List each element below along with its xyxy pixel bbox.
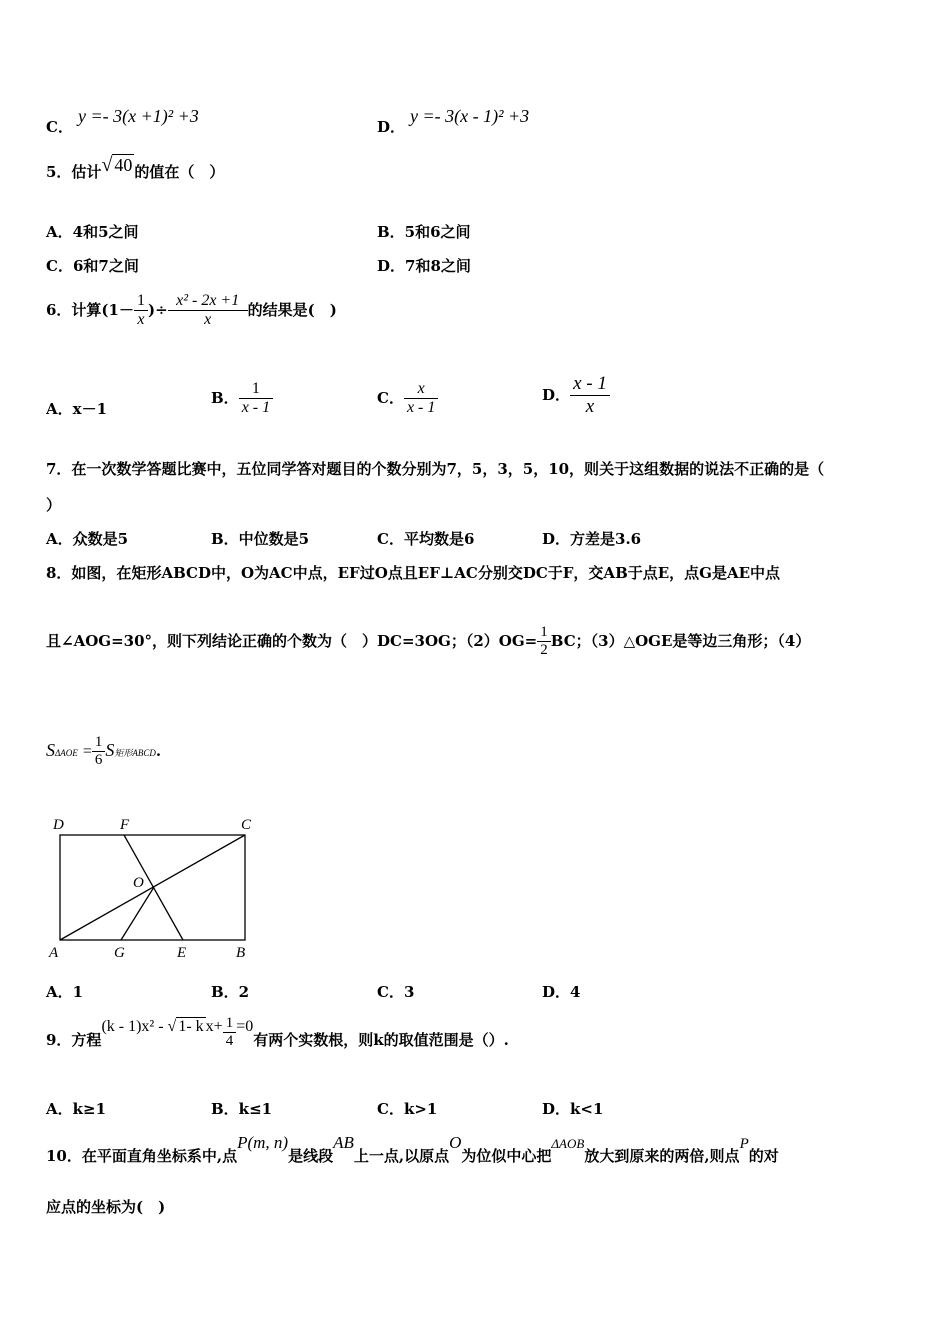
q9-frac-num: 1 <box>225 1015 234 1031</box>
q8-line2-frac-den: 2 <box>537 641 551 659</box>
q5-option-c: C．6和7之间 <box>46 257 139 275</box>
label-a: A <box>49 945 59 961</box>
q9-option-c: C．k>1 <box>377 1100 438 1118</box>
q8-eq: = <box>82 743 92 760</box>
q7-option-d: D．方差是3.6 <box>542 530 642 548</box>
sqrt-icon: √ 40 <box>101 154 133 176</box>
label-g: G <box>114 945 125 961</box>
q9-option-a: A．k≥1 <box>46 1100 107 1118</box>
q9-prefix: 9．方程 <box>46 1031 102 1049</box>
q10-t4: 放大到原来的两倍,则点 <box>584 1147 740 1165</box>
q6-option-c-num: x <box>417 380 425 397</box>
label-e: E <box>177 945 187 961</box>
q10-origin: O <box>449 1133 462 1152</box>
diagonal-ac <box>60 835 245 940</box>
q10-prefix: 10．在平面直角坐标系中,点 <box>46 1147 238 1165</box>
q8-s2: S <box>105 740 115 760</box>
q6-option-d <box>542 373 610 418</box>
q9-radicand: 1- k <box>178 1018 204 1035</box>
q10-seg: AB <box>333 1133 354 1152</box>
q6-option-c-frac <box>404 380 438 417</box>
q8-option-a: A．1 <box>46 983 84 1001</box>
q4-option-d-label: D． <box>377 118 406 136</box>
q6-option-a <box>46 398 107 419</box>
q7-option-c: C．平均数是6 <box>377 530 475 548</box>
q9-frac-den: 4 <box>223 1032 237 1050</box>
q10-t5: 的对 <box>748 1147 779 1165</box>
q7-stem-line1: 7．在一次数学答题比赛中，五位同学答对题目的个数分别为7，5，3，5，10，则关于这组数据的说法不正确的是（ <box>46 460 825 478</box>
q9-stem <box>46 1015 509 1050</box>
q6-mid: )÷ <box>147 301 168 319</box>
q4-option-c-label: C． <box>46 118 73 136</box>
q10-point: P(m, n) <box>237 1133 289 1152</box>
q6-option-d-label: D． <box>542 386 571 404</box>
q6-option-b-frac <box>239 380 273 417</box>
q6-option-b-label: B． <box>211 389 239 407</box>
segment-og <box>121 887 154 940</box>
q8-line2-a: 且∠AOG=30°，则下列结论正确的个数为（ ）DC=3OG；（2）OG= <box>46 632 538 650</box>
q6-frac1-num: 1 <box>136 292 145 309</box>
q5-stem <box>46 154 225 183</box>
q6-option-c-label: C． <box>377 389 404 407</box>
q5-prefix: 5．估计 <box>46 163 102 181</box>
q6-option-b-num: 1 <box>251 380 260 397</box>
q5-radicand: 40 <box>114 155 133 175</box>
label-f: F <box>120 817 130 833</box>
q7-stem-line2: ） <box>46 496 62 514</box>
q10-t2: 上一点,以原点 <box>353 1147 450 1165</box>
q10-p: P <box>739 1136 749 1152</box>
q6-frac1 <box>134 292 148 329</box>
q8-line2-b: BC；（3）△OGE是等边三角形；（4） <box>550 632 811 650</box>
q6-option-b <box>211 380 273 417</box>
q8-line3-frac-num: 1 <box>94 734 103 750</box>
q6-option-d-frac <box>570 373 610 418</box>
q9-suffix: 有两个实数根，则k的取值范围是（）. <box>253 1031 509 1049</box>
q9-option-d: D．k<1 <box>542 1100 604 1118</box>
q10-t1: 是线段 <box>288 1147 334 1165</box>
q6-option-c-den: x - 1 <box>404 398 438 417</box>
q6-frac1-den: x <box>134 310 148 329</box>
label-d: D <box>53 817 64 833</box>
q5-option-b: B．5和6之间 <box>377 223 471 241</box>
label-c: C <box>241 817 252 833</box>
q5-option-d: D．7和8之间 <box>377 257 471 275</box>
q6-option-a-text: x－1 <box>72 400 108 418</box>
q4-option-d-formula: y =- 3(x - 1)² +3 <box>410 106 530 126</box>
q6-option-b-den: x - 1 <box>239 398 273 417</box>
q6-frac2-num: x² - 2x +1 <box>176 292 240 309</box>
q6-prefix: 6．计算(1－ <box>46 301 134 319</box>
q6-option-a-label: A． <box>46 400 73 418</box>
q8-line2-frac-num: 1 <box>540 624 548 640</box>
q6-option-d-num: x - 1 <box>573 373 607 394</box>
q8-s2-sub: 矩形ABCD <box>114 748 156 758</box>
q4-option-c-formula: y =- 3(x +1)² +3 <box>78 106 199 126</box>
q8-stem-line2 <box>46 624 810 659</box>
q5-option-a: A．4和5之间 <box>46 223 139 241</box>
q8-s1-sub: ΔAOE <box>55 748 78 758</box>
q8-rectangle-figure <box>44 812 264 962</box>
q10-stem-line2: 应点的坐标为( ) <box>46 1198 166 1216</box>
q9-formula-b: x+ <box>205 1018 223 1035</box>
q6-suffix: 的结果是( ) <box>247 301 337 319</box>
q5-suffix: 的值在（ ） <box>134 163 225 181</box>
q10-t3: 为位似中心把 <box>461 1147 552 1165</box>
q9-option-b: B．k≤1 <box>211 1100 273 1118</box>
q6-option-d-den: x <box>570 395 610 418</box>
label-o: O <box>133 875 144 891</box>
q9-formula-c: =0 <box>236 1018 254 1035</box>
q9-formula-a: (k - 1)x² - <box>101 1018 168 1035</box>
q8-option-d: D．4 <box>542 983 581 1001</box>
q6-option-c <box>377 380 438 417</box>
q8-s1: S <box>46 740 55 760</box>
q8-option-c: C．3 <box>377 983 415 1001</box>
q8-line3-end: . <box>155 742 162 760</box>
q9-frac <box>223 1015 237 1050</box>
q6-stem <box>46 292 337 329</box>
sqrt-icon: √ 1- k <box>167 1018 204 1035</box>
label-b: B <box>236 945 246 961</box>
q7-option-b: B．中位数是5 <box>211 530 310 548</box>
q10-tri: ΔAOB <box>551 1136 585 1151</box>
q8-option-b: B．2 <box>211 983 250 1001</box>
q10-stem-line1 <box>46 1132 779 1165</box>
q8-stem-line1: 8．如图，在矩形ABCD中，O为AC中点，EF过O点且EF⊥AC分别交DC于F，交AB于点E，点G是AE中点 <box>46 564 781 582</box>
q6-frac2 <box>168 292 248 329</box>
q8-line2-frac <box>537 624 551 659</box>
q6-frac2-den: x <box>168 310 248 329</box>
q8-line3-frac <box>92 734 106 769</box>
q7-option-a: A．众数是5 <box>46 530 129 548</box>
q8-stem-line3 <box>46 734 161 769</box>
q8-line3-frac-den: 6 <box>92 751 106 769</box>
